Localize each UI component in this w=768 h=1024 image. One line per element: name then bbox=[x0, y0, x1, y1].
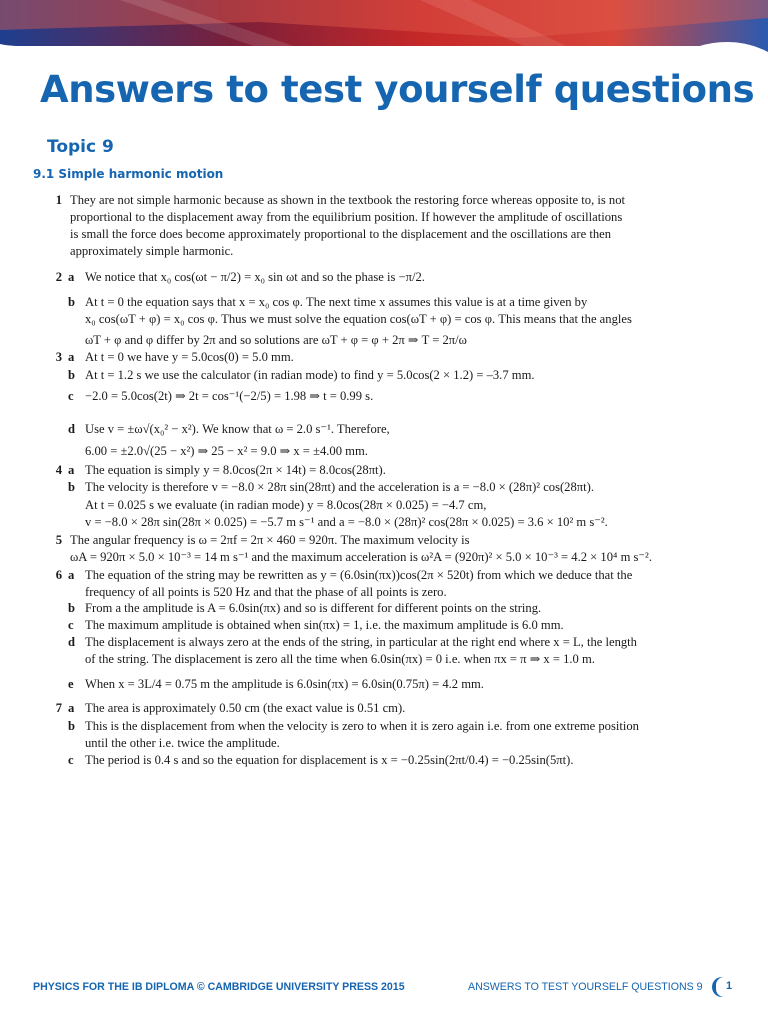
answer-text: At t = 0 the equation says that x = x₀ cos φ. The next time x assumes this value is at a time given by bbox=[85, 295, 588, 309]
part-letter: c bbox=[68, 753, 74, 767]
part-letter: b bbox=[68, 368, 76, 382]
answer-text: −2.0 = 5.0cos(2t) ⇒ 2t = cos⁻¹(−2/5) = 1.98 ⇒ t = 0.99 s. bbox=[85, 389, 374, 403]
answer-text: This is the displacement from when the velocity is zero to when it is zero again i.e. from one extreme position bbox=[85, 719, 639, 733]
part-letter: d bbox=[68, 422, 76, 436]
part-letter: a bbox=[68, 463, 75, 477]
page-tab bbox=[712, 977, 768, 997]
part-letter: c bbox=[68, 618, 74, 632]
question-number: 6 bbox=[55, 568, 62, 582]
answer-text: They are not simple harmonic because as shown in the textbook the restoring force whereas opposite to, is not bbox=[70, 193, 626, 207]
answer-text: The maximum amplitude is obtained when sin(πx) = 1, i.e. the maximum amplitude is 6.0 mm. bbox=[85, 618, 564, 632]
part-letter: b bbox=[68, 295, 76, 309]
banner-graphic bbox=[0, 0, 768, 62]
answer-text: 6.00 = ±2.0√(25 − x²) ⇒ 25 − x² = 9.0 ⇒ x = ±4.00 mm. bbox=[85, 444, 368, 458]
answer-text: The velocity is therefore v = −8.0 × 28π sin(28πt) and the acceleration is a = −8.0 × (28π)² cos(28πt). bbox=[85, 480, 594, 494]
question-number: 3 bbox=[55, 350, 62, 364]
question-number: 1 bbox=[55, 193, 62, 207]
part-letter: e bbox=[68, 677, 74, 691]
answer-text: proportional to the displacement away from the equilibrium position. If however the amplitude of oscillations bbox=[70, 210, 623, 224]
question-number: 4 bbox=[55, 463, 62, 477]
answer-text: From a the amplitude is A = 6.0sin(πx) and so is different for different points on the string. bbox=[85, 601, 542, 615]
footer-section: ANSWERS TO TEST YOURSELF QUESTIONS 9 bbox=[468, 981, 703, 993]
answer-text: At t = 0 we have y = 5.0cos(0) = 5.0 mm. bbox=[85, 350, 294, 364]
answer-text: ωA = 920π × 5.0 × 10⁻³ = 14 m s⁻¹ and the maximum acceleration is ω²A = (920π)² × 5.0 × 10⁻³ = 4.2 × 10⁴ m s⁻². bbox=[70, 550, 652, 564]
footer-publisher: PHYSICS FOR THE IB DIPLOMA © CAMBRIDGE UNIVERSITY PRESS 2015 bbox=[33, 981, 405, 993]
answer-text: The displacement is always zero at the ends of the string, in particular at the right end where x = L, the length bbox=[85, 635, 637, 649]
answer-text: The equation of the string may be rewritten as y = (6.0sin(πx))cos(2π × 520t) from which we deduce that the bbox=[85, 568, 633, 582]
page-number: 1 bbox=[726, 980, 733, 992]
question-number: 5 bbox=[55, 533, 62, 547]
part-letter: a bbox=[68, 701, 75, 715]
answer-text: v = −8.0 × 28π sin(28π × 0.025) = −5.7 m s⁻¹ and a = −8.0 × (28π)² cos(28π × 0.025) = 3.6 × 10² m s⁻². bbox=[85, 515, 608, 529]
question-number: 7 bbox=[55, 701, 62, 715]
answer-text: When x = 3L/4 = 0.75 m the amplitude is 6.0sin(πx) = 6.0sin(0.75π) = 4.2 mm. bbox=[85, 677, 484, 691]
part-letter: c bbox=[68, 389, 74, 403]
answer-text: The period is 0.4 s and so the equation for displacement is x = −0.25sin(2πt/0.4) = −0.25sin(5πt). bbox=[85, 753, 574, 767]
answer-text: approximately simple harmonic. bbox=[70, 244, 234, 258]
answer-text: frequency of all points is 520 Hz and that the phase of all points is zero. bbox=[85, 585, 447, 599]
header-banner bbox=[0, 0, 768, 62]
page-footer bbox=[0, 976, 768, 1000]
answer-text: of the string. The displacement is zero all the time when 6.0sin(πx) = 0 i.e. when πx = π ⇒ x = 1.0 m. bbox=[85, 652, 595, 666]
answer-text: At t = 0.025 s we evaluate (in radian mode) y = 8.0cos(28π × 0.025) = −4.7 cm, bbox=[85, 498, 487, 512]
part-letter: d bbox=[68, 635, 76, 649]
topic-heading: Topic 9 bbox=[47, 137, 114, 157]
part-letter: b bbox=[68, 719, 76, 733]
part-letter: b bbox=[68, 480, 76, 494]
answer-text: At t = 1.2 s we use the calculator (in radian mode) to find y = 5.0cos(2 × 1.2) = –3.7 mm. bbox=[85, 368, 535, 382]
answer-text: ωT + φ and φ differ by 2π and so solutions are ωT + φ = φ + 2π ⇒ T = 2π/ω bbox=[85, 333, 467, 347]
answer-text: We notice that x₀ cos(ωt − π/2) = x₀ sin ωt and so the phase is −π/2. bbox=[85, 270, 425, 284]
page-title: Answers to test yourself questions bbox=[40, 68, 755, 111]
part-letter: a bbox=[68, 568, 75, 582]
answer-text: until the other i.e. twice the amplitude. bbox=[85, 736, 280, 750]
part-letter: a bbox=[68, 350, 75, 364]
answer-text: is small the force does become approximately proportional to the displacement and the oscillations are then bbox=[70, 227, 612, 241]
question-number: 2 bbox=[55, 270, 62, 284]
answer-text: The angular frequency is ω = 2πf = 2π × 460 = 920π. The maximum velocity is bbox=[70, 533, 470, 547]
part-letter: b bbox=[68, 601, 76, 615]
part-letter: a bbox=[68, 270, 75, 284]
section-heading: 9.1 Simple harmonic motion bbox=[33, 167, 224, 181]
answer-text: Use v = ±ω√(x₀² − x²). We know that ω = 2.0 s⁻¹. Therefore, bbox=[85, 422, 390, 436]
answer-text: The equation is simply y = 8.0cos(2π × 14t) = 8.0cos(28πt). bbox=[85, 463, 386, 477]
answer-text: x₀ cos(ωT + φ) = x₀ cos φ. Thus we must solve the equation cos(ωT + φ) = cos φ. This means that the angles bbox=[85, 312, 632, 326]
answer-text: The area is approximately 0.50 cm (the exact value is 0.51 cm). bbox=[85, 701, 406, 715]
